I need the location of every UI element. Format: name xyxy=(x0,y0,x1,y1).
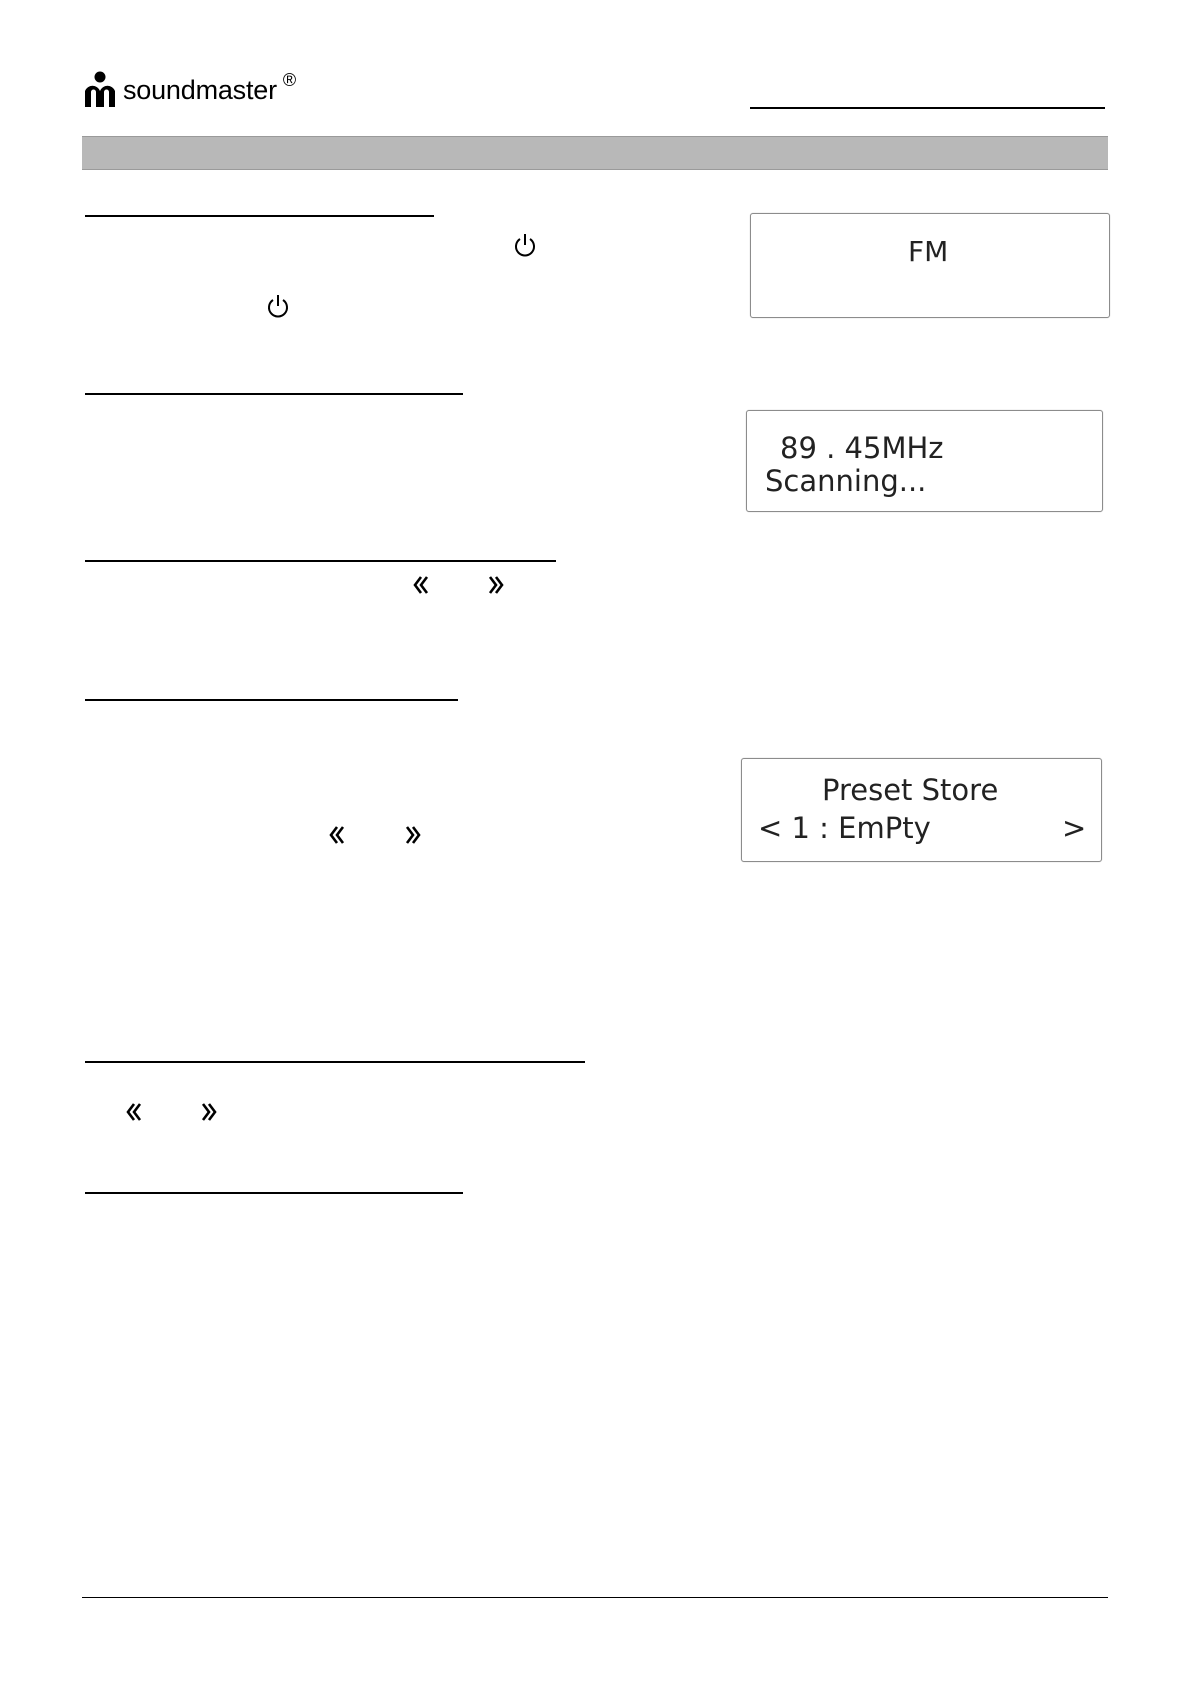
power-icon xyxy=(513,233,537,259)
section-heading-underline-5 xyxy=(85,1061,585,1063)
lcd-preset-slot: < 1 : EmPty xyxy=(758,811,931,845)
registered-mark: ® xyxy=(282,69,297,90)
section-heading-underline-3 xyxy=(85,560,556,562)
brand-name: soundmaster xyxy=(123,74,277,105)
double-chevron-left-icon xyxy=(328,824,346,846)
footer-rule xyxy=(82,1597,1108,1598)
soundmaster-logo-icon xyxy=(83,71,117,109)
double-chevron-left-icon xyxy=(412,574,430,596)
section-heading-underline-4 xyxy=(85,699,458,701)
section-heading-underline-1 xyxy=(85,215,434,217)
section-heading-underline-2 xyxy=(85,393,463,395)
double-chevron-right-icon xyxy=(404,824,422,846)
brand-logo xyxy=(83,70,296,110)
lcd-frequency-text: 89 . 45MHz xyxy=(780,431,944,465)
lcd-display-scan xyxy=(746,410,1103,512)
double-chevron-right-icon xyxy=(200,1101,218,1123)
header-rule xyxy=(750,107,1105,109)
lcd-preset-title: Preset Store xyxy=(822,773,999,807)
lcd-mode-text: FM xyxy=(908,235,949,268)
power-icon xyxy=(266,294,290,320)
lcd-display-mode xyxy=(750,213,1110,318)
lcd-scanning-text: Scanning... xyxy=(765,464,927,498)
lcd-display-preset xyxy=(741,758,1102,862)
section-title-bar xyxy=(82,136,1108,170)
lcd-preset-next-arrow: > xyxy=(1062,811,1087,845)
section-heading-underline-6 xyxy=(85,1192,463,1194)
double-chevron-right-icon xyxy=(487,574,505,596)
double-chevron-left-icon xyxy=(125,1101,143,1123)
